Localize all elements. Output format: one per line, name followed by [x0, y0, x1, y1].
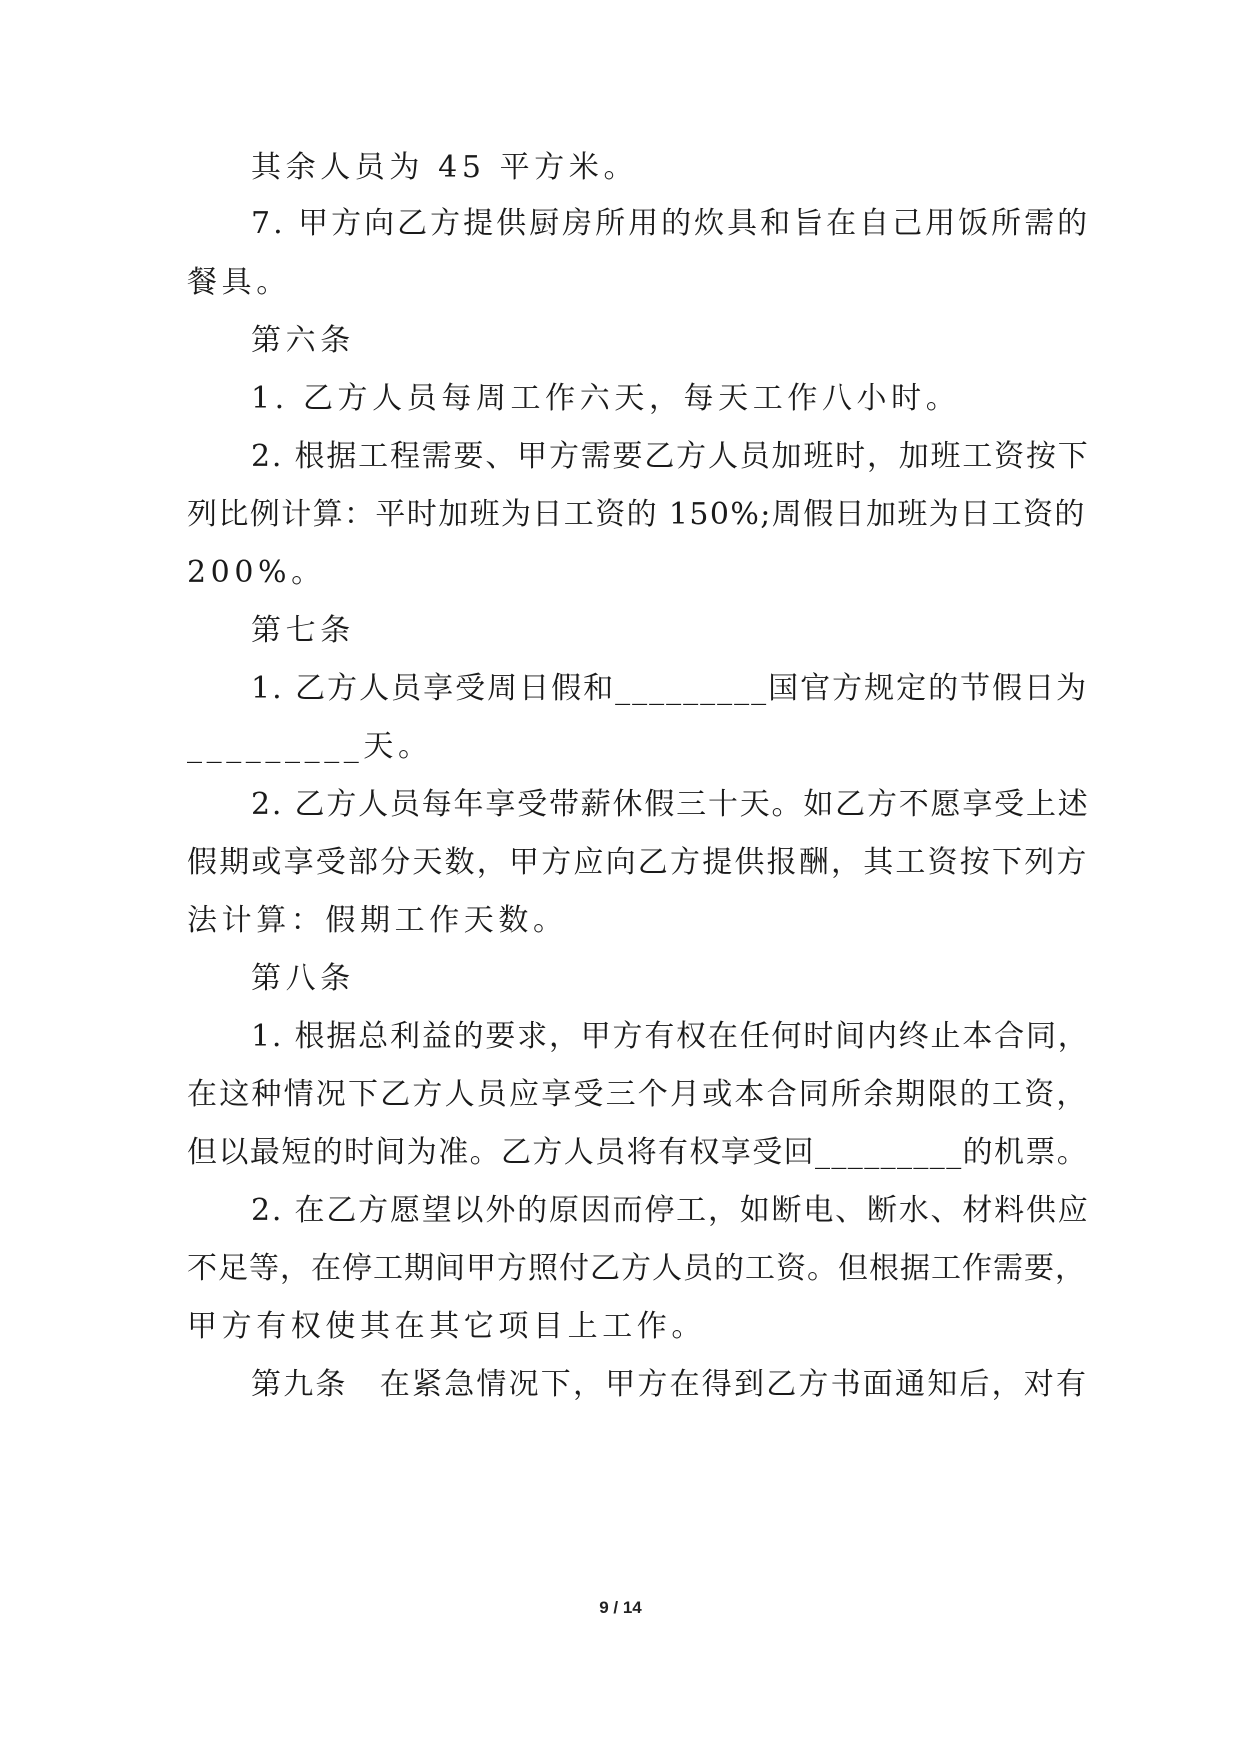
text-line: 2. 在乙方愿望以外的原因而停工，如断电、断水、材料供应	[251, 1193, 1090, 1228]
text-line: 在这种情况下乙方人员应享受三个月或本合同所余期限的工资，	[187, 1077, 1089, 1112]
text-line: 7. 甲方向乙方提供厨房所用的炊具和旨在自己用饭所需的	[251, 206, 1091, 241]
text-line: 第九条 在紧急情况下，甲方在得到乙方书面通知后，对有	[251, 1367, 1089, 1402]
text-line: 1. 乙方人员每周工作六天，每天工作八小时。	[251, 381, 961, 416]
section-heading: 第六条	[251, 323, 355, 358]
text-line: 法计算：假期工作天数。	[187, 903, 568, 938]
section-heading: 第七条	[251, 613, 355, 648]
text-line: 1. 乙方人员享受周日假和_________国官方规定的节假日为	[251, 671, 1089, 706]
text-line: 甲方有权使其在其它项目上工作。	[187, 1309, 706, 1344]
text-line: 2. 乙方人员每年享受带薪休假三十天。如乙方不愿享受上述	[251, 787, 1090, 822]
text-line: 2. 根据工程需要、甲方需要乙方人员加班时，加班工资按下	[251, 439, 1090, 474]
text-line: 但以最短的时间为准。乙方人员将有权享受回_________的机票。	[187, 1135, 1089, 1170]
text-line: 列比例计算：平时加班为日工资的 150%;周假日加班为日工资的	[187, 497, 1086, 532]
text-line: 200%。	[187, 555, 326, 590]
text-line: 餐具。	[187, 265, 291, 300]
text-line: _________天。	[187, 729, 433, 764]
text-line: 假期或享受部分天数，甲方应向乙方提供报酬，其工资按下列方	[187, 845, 1089, 880]
text-line: 1. 根据总利益的要求，甲方有权在任何时间内终止本合同，	[251, 1019, 1090, 1054]
section-heading: 第八条	[251, 961, 355, 996]
text-line: 不足等，在停工期间甲方照付乙方人员的工资。但根据工作需要，	[187, 1251, 1086, 1286]
page-number: 9 / 14	[599, 1598, 642, 1617]
text-line: 其余人员为 45 平方米。	[251, 150, 639, 185]
